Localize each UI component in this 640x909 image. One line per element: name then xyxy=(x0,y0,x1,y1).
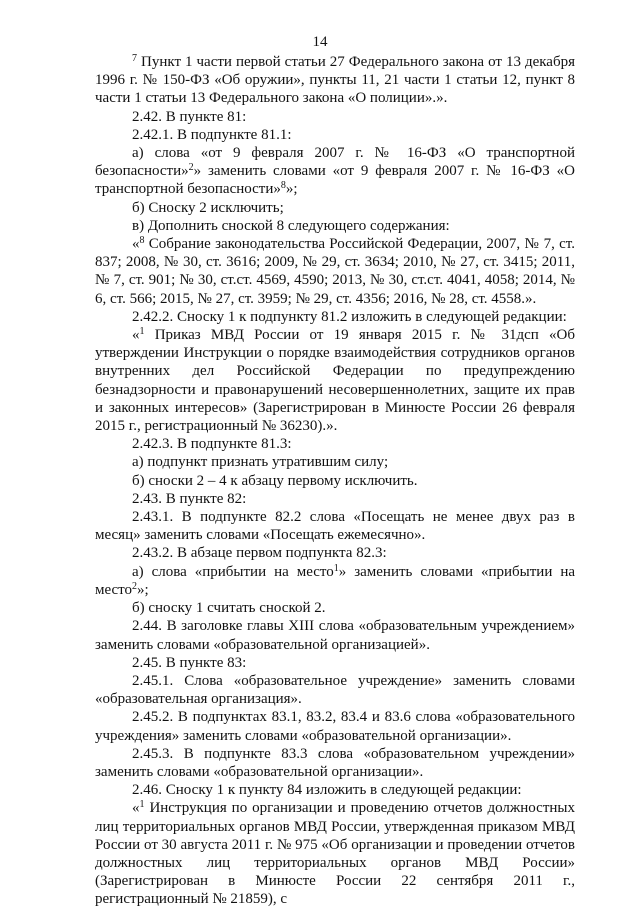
paragraph-text: Собрание законодательства Российской Федерации, 2007, № 7, ст. 837; 2008, № 30, ст. 3616; 2009, № 29, ст. 3634; 2010, № 27, ст. 3415; 2011, № 7, ст. 901; № 30, ст.ст. 4569, 4590; 2013, № 30, ст.ст. 4041, 4058; 2014, № 6, ст. 566; 2015, № 27, ст. 3959; № 29, ст. 4356; 2016, № 28, ст. 4558.». xyxy=(95,236,575,307)
paragraph xyxy=(95,453,575,471)
paragraph xyxy=(95,672,575,708)
paragraph xyxy=(95,217,575,235)
paragraph-text: а) слова «от 9 февраля 2007 г. № 16-ФЗ «О транспортной безопасности» xyxy=(95,145,575,180)
paragraph xyxy=(95,126,575,144)
paragraph-text: 2.45.2. В подпунктах 83.1, 83.2, 83.4 и 83.6 слова «образовательного учреждения» заменить словами «образовательной организации». xyxy=(95,709,575,744)
footnote-marker: 1 xyxy=(139,326,145,338)
paragraph xyxy=(95,708,575,744)
paragraph-text: б) сноску 1 считать сноской 2. xyxy=(132,600,326,617)
paragraph xyxy=(95,563,575,599)
paragraph xyxy=(95,235,575,308)
footnote-marker: 2 xyxy=(188,162,194,174)
paragraph-text: 2.45.1. Слова «образовательное учреждение» заменить словами «образовательная организация». xyxy=(95,672,575,708)
footnote-marker: 2 xyxy=(132,580,138,592)
paragraph xyxy=(95,435,575,453)
paragraph xyxy=(95,544,575,562)
paragraph xyxy=(95,53,575,108)
paragraph-text: а) подпункт признать утратившим силу; xyxy=(132,454,389,471)
paragraph-text: 2.42.3. В подпункте 81.3: xyxy=(132,436,292,453)
paragraph-text: Инструкция по организации и проведению отчетов должностных лиц территориальных органов МВД России, утвержденная приказом МВД России от 30 августа 2011 г. № 975 «Об организации и проведении отчетов должностных лиц территориальных органов МВД России» (Зарегистрирован в Минюсте России 22 сентября 2011 г., регистрационный № 21859), с xyxy=(95,800,575,908)
paragraph-text: 2.42. В пункте 81: xyxy=(132,108,247,125)
paragraph xyxy=(95,654,575,672)
paragraph xyxy=(95,781,575,799)
paragraph-text: 2.46. Сноску 1 к пункту 84 изложить в следующей редакции: xyxy=(132,782,522,799)
paragraph-text: « xyxy=(132,236,140,253)
paragraph-text: 2.42.1. В подпункте 81.1: xyxy=(132,126,292,143)
paragraph-text: а) слова «прибытии на место xyxy=(132,563,334,580)
paragraph-text: 2.42.2. Сноску 1 к подпункту 81.2 изложить в следующей редакции: xyxy=(132,308,567,325)
paragraph xyxy=(95,199,575,217)
paragraph-text: »; xyxy=(137,581,149,598)
paragraph-text: » заменить словами «от 9 февраля 2007 г. № 16-ФЗ «О транспортной безопасности» xyxy=(95,163,575,198)
paragraph-text: в) Дополнить сноской 8 следующего содержания: xyxy=(132,217,450,234)
paragraph-text: « xyxy=(132,327,140,344)
page-number: 14 xyxy=(312,34,328,50)
paragraph-text: 2.45.3. В подпункте 83.3 слова «образовательном учреждении» заменить словами «образовательной организации». xyxy=(95,745,575,780)
footnote-marker: 8 xyxy=(280,180,286,192)
paragraph-text: « xyxy=(132,800,140,817)
footnote-marker: 8 xyxy=(139,235,145,247)
paragraph-text: »; xyxy=(285,181,298,198)
paragraph xyxy=(95,599,575,617)
paragraph xyxy=(95,308,575,326)
paragraph-text: 2.43. В пункте 82: xyxy=(132,490,247,507)
paragraph-text: Приказ МВД России от 19 января 2015 г. № 31дсп «Об утверждении Инструкции о порядке взаимодействия сотрудников органов внутренних дел Российской Федерации по предупреждению безнадзорности и правонарушений несовершеннолетних, защите их прав и законных интересов» (Зарегистрирован в Минюсте России 26 февраля 2015 г., регистрационный № 36230).». xyxy=(95,327,575,435)
paragraph xyxy=(95,326,575,435)
paragraph-text: 2.43.1. В подпункте 82.2 слова «Посещать не менее двух раз в месяц» заменить словами «Посещать ежемесячно». xyxy=(95,509,575,544)
paragraph xyxy=(95,144,575,199)
paragraph-text: б) Сноску 2 исключить; xyxy=(132,199,284,216)
paragraph xyxy=(95,745,575,781)
paragraph xyxy=(95,617,575,653)
paragraph xyxy=(95,799,575,908)
paragraph-text: 2.45. В пункте 83: xyxy=(132,654,247,671)
footnote-marker: 1 xyxy=(333,562,339,574)
paragraph xyxy=(95,472,575,490)
paragraph-text: 2.44. В заголовке главы XIII слова «образовательным учреждением» заменить словами «образовательной организацией». xyxy=(95,618,575,653)
paragraph-text: » заменить словами «прибытии на место xyxy=(95,563,576,598)
paragraph-text: Пункт 1 части первой статьи 27 Федерального закона от 13 декабря 1996 г. № 150-ФЗ «Об оружии», пункты 11, 21 части 1 статьи 12, пункт 8 части 1 статьи 13 Федерального закона «О полиции».». xyxy=(95,54,575,107)
paragraph xyxy=(95,490,575,508)
document-body xyxy=(95,53,575,909)
footnote-marker: 7 xyxy=(132,53,137,64)
footnote-marker: 1 xyxy=(139,799,145,811)
paragraph-text: 2.43.2. В абзаце первом подпункта 82.3: xyxy=(132,545,387,562)
paragraph-text: б) сноски 2 – 4 к абзацу первому исключить. xyxy=(132,472,418,489)
paragraph xyxy=(95,108,575,126)
paragraph xyxy=(95,508,575,544)
